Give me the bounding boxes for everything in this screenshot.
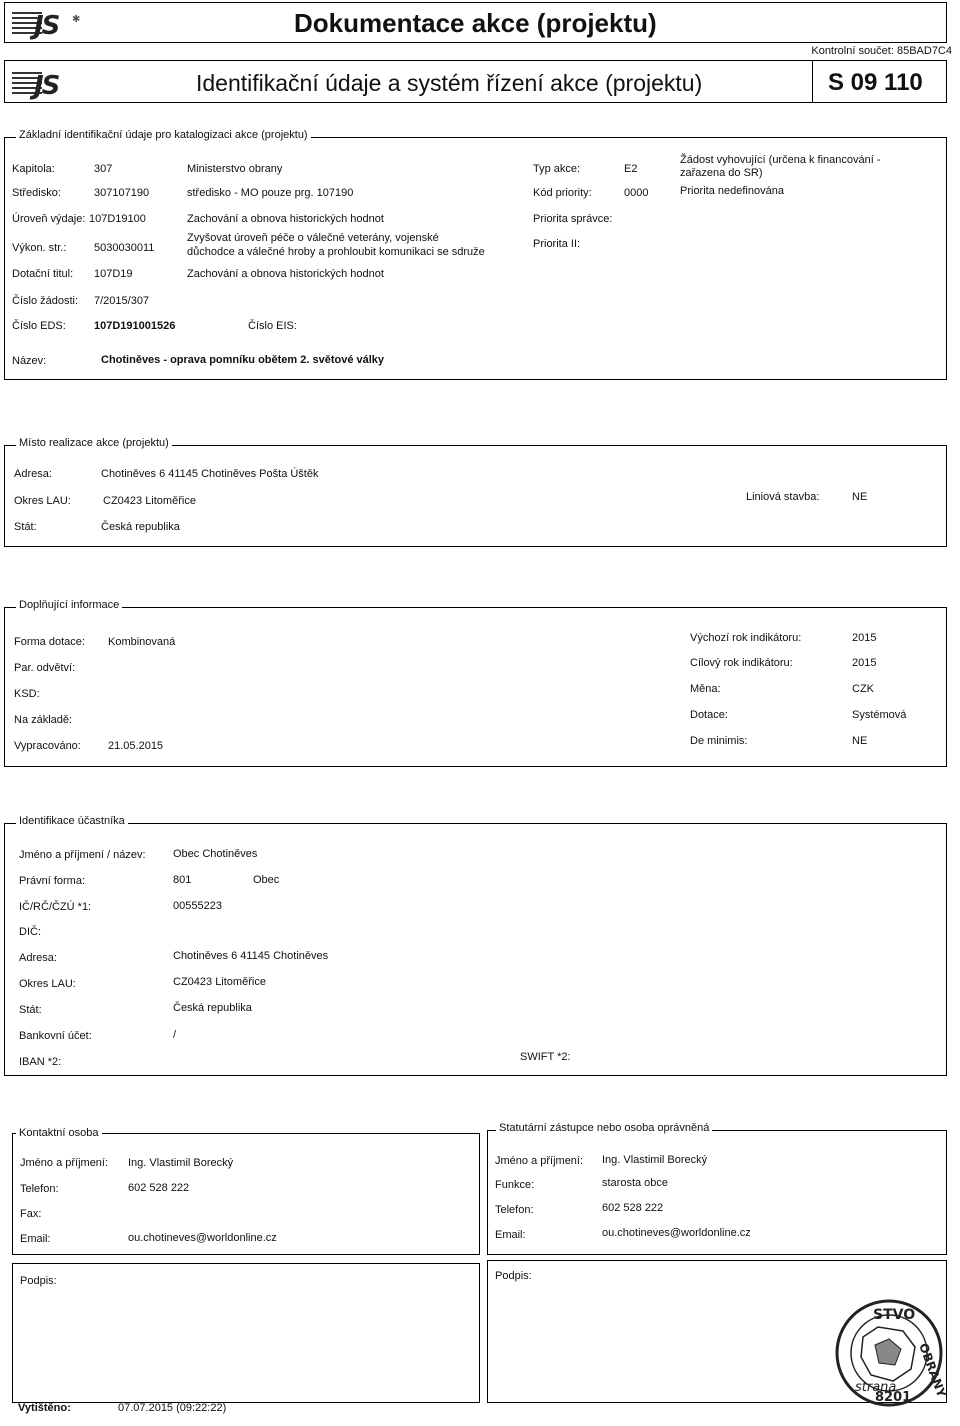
ucastnik-adresa-label: Adresa: [19,952,57,964]
forma-dotace-value: Kombinovaná [108,636,176,648]
kod-priority-value: 0000 [624,187,649,199]
contact-signature-box [12,1263,480,1403]
cislo-eis-label: Číslo EIS: [248,320,297,332]
place-section-title: Místo realizace akce (projektu) [16,437,172,449]
place-okres-label: Okres LAU: [14,495,71,507]
statutar-jmeno-value: Ing. Vlastimil Borecký [602,1154,708,1166]
kontakt-jmeno-label: Jméno a příjmení: [20,1157,109,1169]
svg-text:JS: JS [34,11,59,41]
bank-value: / [173,1029,177,1041]
zadost-note-line1: Žádost vyhovující (určena k financování - [680,154,881,166]
statutar-podpis-label: Podpis: [495,1270,532,1282]
svg-text:8201: 8201 [875,1390,912,1405]
printed-value: 07.07.2015 (09:22:22) [118,1402,227,1414]
svg-text:strana: strana [855,1380,897,1395]
uroven-name: Zachování a obnova historických hodnot [187,213,384,225]
cilovy-rok-label: Cílový rok indikátoru: [690,657,793,669]
kontakt-email-value: ou.chotineves@worldonline.cz [128,1232,277,1244]
statutory-section-title: Statutární zástupce nebo osoba oprávněná [496,1122,712,1134]
ucastnik-okres-value: CZ0423 Litoměřice [173,976,266,988]
svg-text:STVO: STVO [873,1307,916,1323]
kapitola-label: Kapitola: [12,163,55,175]
cislo-eds-label: Číslo EDS: [12,320,66,332]
statutar-email-value: ou.chotineves@worldonline.cz [602,1227,751,1239]
vykon-value: 5030030011 [94,242,155,254]
document-subtitle: Identifikační údaje a systém řízení akce (projektu) [196,70,703,96]
participant-section-title: Identifikace účastníka [16,815,128,827]
bank-label: Bankovní účet: [19,1030,92,1042]
kontakt-telefon-label: Telefon: [20,1183,59,1195]
dic-label: DIČ: [19,926,41,938]
priorita-spravce-label: Priorita správce: [533,213,613,225]
vychozi-rok-label: Výchozí rok indikátoru: [690,632,802,644]
vychozi-rok-value: 2015 [852,632,877,644]
cislo-zadosti-value: 7/2015/307 [94,295,150,307]
kontakt-podpis-label: Podpis: [20,1275,57,1287]
ic-value: 00555223 [173,900,222,912]
checksum: Kontrolní součet: 85BAD7C4 [811,45,952,57]
de-minimis-label: De minimis: [690,735,748,747]
stredisko-label: Středisko: [12,187,61,199]
kapitola-value: 307 [94,163,113,175]
place-adresa-value: Chotiněves 6 41145 Chotiněves Pošta Úštěk [101,468,319,480]
statutar-telefon-label: Telefon: [495,1204,534,1216]
document-title: Dokumentace akce (projektu) [294,8,657,38]
vykon-label: Výkon. str.: [12,242,67,254]
stredisko-value: 307107190 [94,187,150,199]
extra-section-title: Doplňující informace [16,599,122,611]
mena-value: CZK [852,683,874,695]
cislo-zadosti-label: Číslo žádosti: [12,295,79,307]
eds-logo-small [12,66,102,100]
ucastnik-adresa-value: Chotiněves 6 41145 Chotiněves [173,950,329,962]
kod-priority-label: Kód priority: [533,187,592,199]
statutar-jmeno-label: Jméno a příjmení: [495,1155,584,1167]
basic-section [4,137,947,380]
pravni-forma-value: Obec [253,874,280,886]
code-box-divider [812,60,813,103]
priorita-note: Priorita nedefinována [680,185,784,197]
ic-label: IČ/RČ/ČZÚ *1: [19,901,92,913]
dotace-label: Dotace: [690,709,728,721]
uroven-label: Úroveň výdaje: [12,213,86,225]
ucastnik-okres-label: Okres LAU: [19,978,76,990]
ucastnik-jmeno-label: Jméno a příjmení / název: [19,849,146,861]
uroven-value: 107D19100 [89,213,146,225]
ucastnik-stat-value: Česká republika [173,1002,252,1014]
dotacni-label: Dotační titul: [12,268,74,280]
statutar-funkce-value: starosta obce [602,1177,669,1189]
form-code: S 09 110 [828,69,923,96]
priorita-ii-label: Priorita II: [533,238,581,250]
dotace-value: Systémová [852,709,907,721]
dotacni-name: Zachování a obnova historických hodnot [187,268,384,280]
place-okres-value: CZ0423 Litoměřice [103,495,196,507]
basic-section-title: Základní identifikační údaje pro katalogizaci akce (projektu) [16,129,311,141]
liniova-label: Liniová stavba: [746,491,820,503]
ksd-label: KSD: [14,688,40,700]
municipal-stamp [833,1297,949,1409]
svg-text:JS: JS [34,71,59,101]
na-zaklade-label: Na základě: [14,714,73,726]
kontakt-jmeno-value: Ing. Vlastimil Borecký [128,1157,234,1169]
forma-dotace-label: Forma dotace: [14,636,85,648]
kontakt-telefon-value: 602 528 222 [128,1182,190,1194]
ucastnik-jmeno-value: Obec Chotiněves [173,848,258,860]
typ-akce-label: Typ akce: [533,163,581,175]
eds-logo [12,6,102,40]
liniova-value: NE [852,491,868,503]
kapitola-name: Ministerstvo obrany [187,163,283,175]
zadost-note-line2: zařazena do SR) [680,167,763,179]
ucastnik-stat-label: Stát: [19,1004,42,1016]
place-adresa-label: Adresa: [14,468,52,480]
swift-label: SWIFT *2: [520,1051,571,1063]
place-stat-value: Česká republika [101,521,180,533]
iban-label: IBAN *2: [19,1056,62,1068]
vypracovano-value: 21.05.2015 [108,740,164,752]
par-odvetvi-label: Par. odvětví: [14,662,76,674]
kontakt-email-label: Email: [20,1233,51,1245]
pravni-forma-code: 801 [173,874,192,886]
printed-label: Vytištěno: [18,1402,71,1414]
cilovy-rok-value: 2015 [852,657,877,669]
dotacni-value: 107D19 [94,268,133,280]
svg-text:OBRANY: OBRANY [916,1341,949,1400]
nazev-label: Název: [12,355,47,367]
svg-text:✱: ✱ [72,14,79,25]
statutar-email-label: Email: [495,1229,526,1241]
kontakt-fax-label: Fax: [20,1208,42,1220]
vypracovano-label: Vypracováno: [14,740,81,752]
vykon-name-line2: důchodce a válečné hroby a prohloubit komunikaci se sdruže [187,246,485,258]
contact-section-title: Kontaktní osoba [16,1127,102,1139]
cislo-eds-value: 107D191001526 [94,320,176,332]
typ-akce-value: E2 [624,163,638,175]
vykon-name-line1: Zvyšovat úroveň péče o válečné veterány, vojenské [187,232,439,244]
nazev-value: Chotiněves - oprava pomníku obětem 2. světové války [101,354,385,366]
stredisko-name: středisko - MO pouze prg. 107190 [187,187,354,199]
mena-label: Měna: [690,683,721,695]
pravni-forma-label: Právní forma: [19,875,86,887]
de-minimis-value: NE [852,735,868,747]
statutar-telefon-value: 602 528 222 [602,1202,664,1214]
place-stat-label: Stát: [14,521,37,533]
statutar-funkce-label: Funkce: [495,1179,535,1191]
